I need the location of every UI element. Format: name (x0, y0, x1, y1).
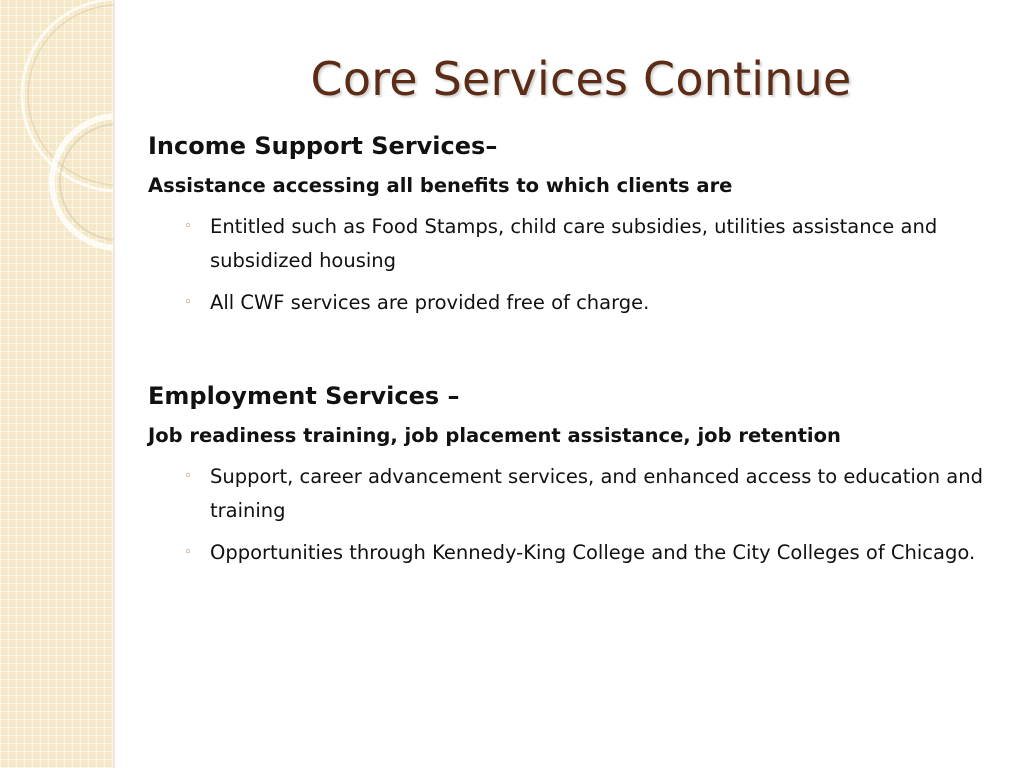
decorative-rings-icon (0, 0, 113, 300)
ring-bullet-icon: ◦ (184, 219, 192, 234)
bullet-item (148, 536, 998, 570)
bullet-item (148, 286, 998, 320)
ring-bullet-icon: ◦ (184, 469, 192, 484)
bullet-text: Support, career advancement services, and enhanced access to education and training (210, 465, 983, 522)
section-employment (148, 376, 998, 570)
bullet-text: Entitled such as Food Stamps, child care subsidies, utilities assistance and subsidized housing (210, 215, 938, 272)
section-subheading: Assistance accessing all benefits to which clients are (148, 174, 733, 197)
section-heading: Employment Services – (148, 382, 460, 410)
bullet-list (148, 210, 998, 320)
section-subheading: Job readiness training, job placement assistance, job retention (148, 424, 841, 447)
slide-content (148, 126, 998, 578)
bullet-text: Opportunities through Kennedy-King College and the City Colleges of Chicago. (210, 541, 976, 564)
side-band-edge (113, 0, 116, 768)
bullet-item (148, 210, 998, 278)
slide-title: Core Services Continue (310, 52, 852, 106)
section-income-support (148, 126, 998, 320)
bullet-list (148, 460, 998, 570)
section-spacer (148, 328, 998, 376)
ring-bullet-icon: ◦ (184, 545, 192, 560)
ring-bullet-icon: ◦ (184, 295, 192, 310)
section-heading: Income Support Services– (148, 132, 498, 160)
bullet-text: All CWF services are provided free of charge. (210, 291, 650, 314)
bullet-item (148, 460, 998, 528)
decorative-side-band (0, 0, 113, 768)
